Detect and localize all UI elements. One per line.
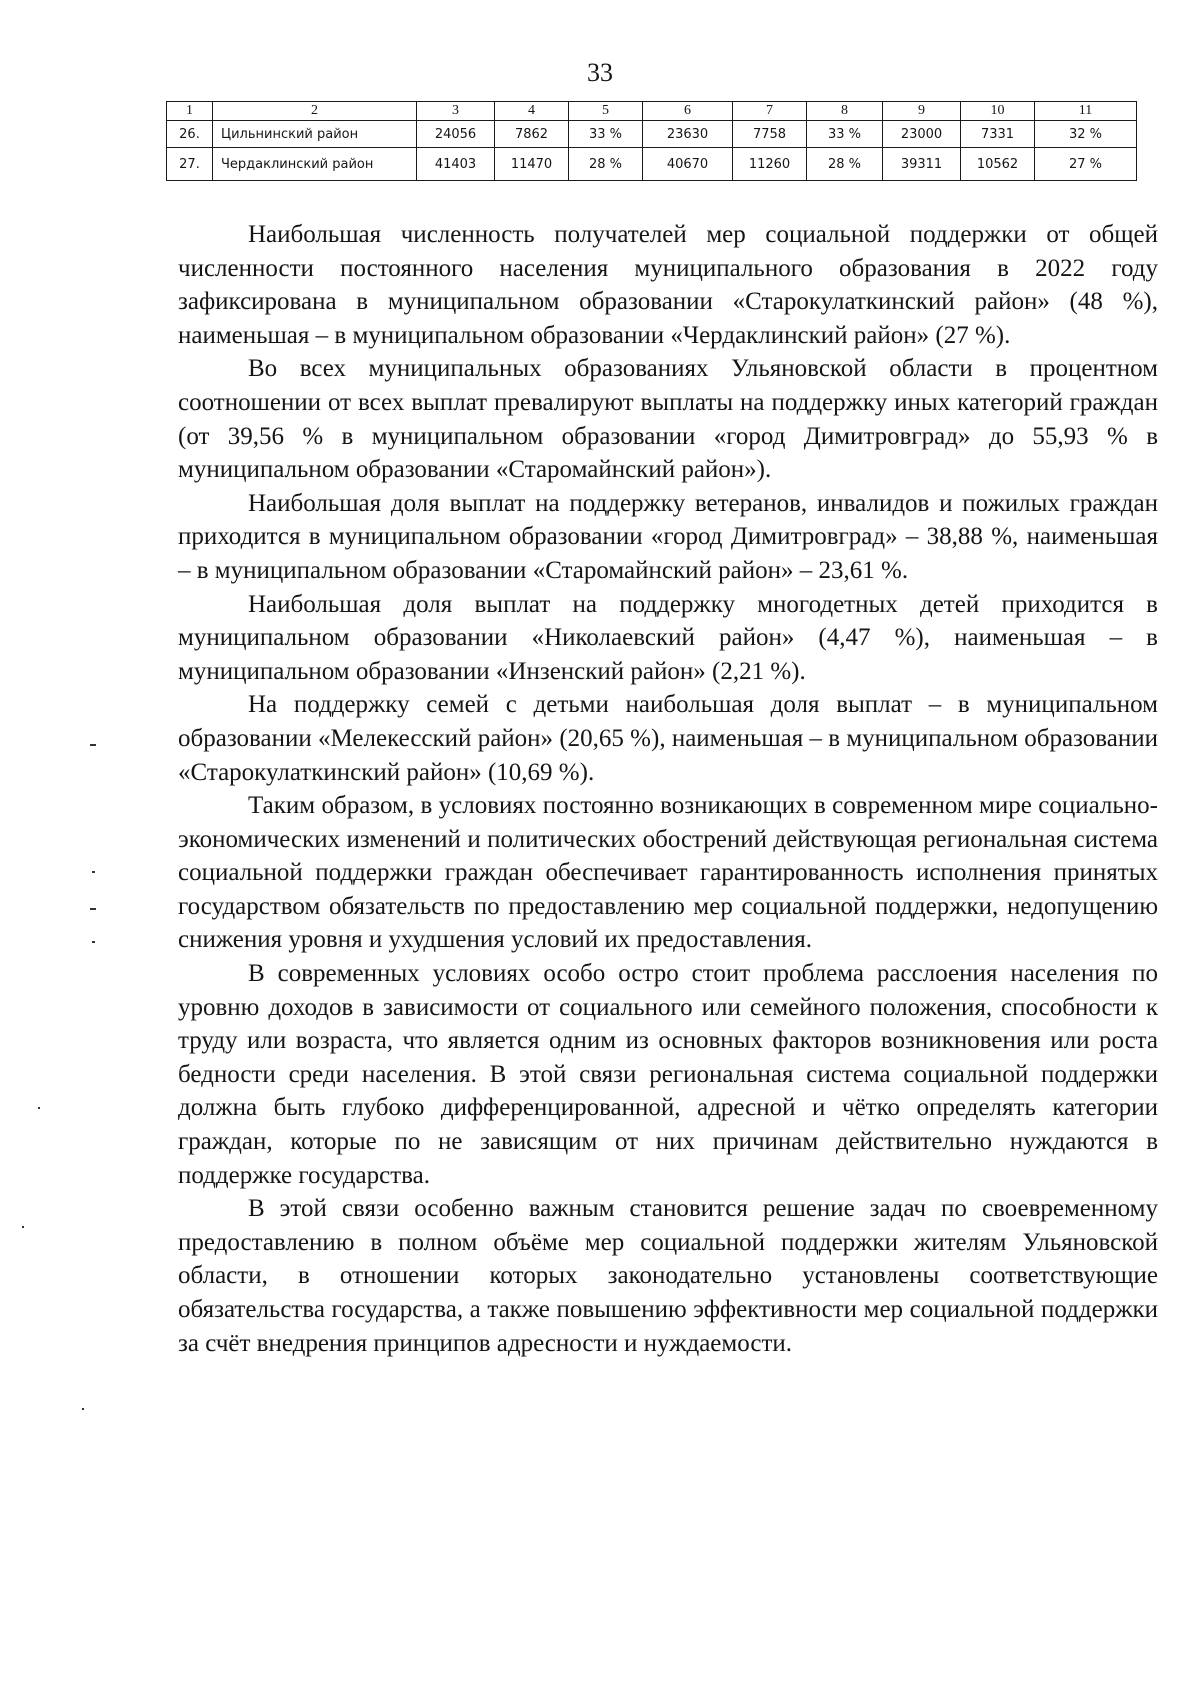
table-cell: 10562 <box>961 148 1035 181</box>
data-table <box>166 101 1137 181</box>
table-cell: 7862 <box>495 121 569 148</box>
table-cell: 7331 <box>961 121 1035 148</box>
table-cell-number: 26. <box>167 121 213 148</box>
margin-mark <box>22 1226 24 1228</box>
table-cell: 11470 <box>495 148 569 181</box>
page-number: 33 <box>587 58 613 87</box>
paragraph: Таким образом, в условиях постоянно возникающих в современном мире социально-экономических изменений и политических обострений действующая региональная система социальной поддержки граждан обеспечивает гарантированность исполнения принятых государством обязательств по предоставлению мер социальной поддержки, недопущению снижения уровня и ухудшения условий их предоставления. <box>178 792 1158 954</box>
table-header-cell: 8 <box>807 102 883 121</box>
table-header-cell: 10 <box>961 102 1035 121</box>
margin-mark <box>92 941 95 943</box>
table-cell: 27 % <box>1035 148 1137 181</box>
paragraph: На поддержку семей с детьми наибольшая доля выплат – в муниципальном образовании «Мелекесский район» (20,65 %), наименьшая – в муниципальном образовании «Старокулаткинский район» (10,69 %). <box>178 691 1158 786</box>
table-cell: 32 % <box>1035 121 1137 148</box>
table-cell: 33 % <box>807 121 883 148</box>
table-cell: 23630 <box>643 121 733 148</box>
table-cell: 33 % <box>569 121 643 148</box>
table-cell: 23000 <box>883 121 961 148</box>
margin-mark <box>38 1107 40 1109</box>
table-header-cell: 4 <box>495 102 569 121</box>
table-cell: 11260 <box>733 148 807 181</box>
table-header-cell: 2 <box>213 102 417 121</box>
table-row <box>167 148 1137 181</box>
table-cell-district: Цильнинский район <box>213 121 417 148</box>
paragraph: Во всех муниципальных образованиях Ульяновской области в процентном соотношении от всех выплат превалируют выплаты на поддержку иных категорий граждан (от 39,56 % в муниципальном образовании «город Димитровград» до 55,93 % в муниципальном образовании «Старомайнский район»). <box>178 355 1158 484</box>
margin-mark <box>82 1408 84 1410</box>
table-cell-number: 27. <box>167 148 213 181</box>
body-text <box>178 218 1158 1360</box>
paragraph: В современных условиях особо остро стоит проблема расслоения населения по уровню доходов в зависимости от социального или семейного положения, способности к труду или возраста, что является одним из основных факторов возникновения или роста бедности среди населения. В этой связи региональная система социальной поддержки должна быть глубоко дифференцированной, адресной и чётко определять категории граждан, которые по не зависящим от них причинам действительно нуждаются в поддержке государства. <box>178 960 1158 1189</box>
table-header-cell: 6 <box>643 102 733 121</box>
table-header-cell: 3 <box>417 102 495 121</box>
paragraph: Наибольшая доля выплат на поддержку многодетных детей приходится в муниципальном образовании «Николаевский район» (4,47 %), наименьшая – в муниципальном образовании «Инзенский район» (2,21 %). <box>178 590 1158 685</box>
table-header-cell: 7 <box>733 102 807 121</box>
margin-mark <box>90 744 96 746</box>
table-cell: 28 % <box>569 148 643 181</box>
table-cell: 28 % <box>807 148 883 181</box>
table-cell: 40670 <box>643 148 733 181</box>
paragraph: Наибольшая численность получателей мер социальной поддержки от общей численности постоянного населения муниципального образования в 2022 году зафиксирована в муниципальном образовании «Старокулаткинский район» (48 %), наименьшая – в муниципальном образовании «Чердаклинский район» (27 %). <box>178 221 1158 349</box>
table-cell: 24056 <box>417 121 495 148</box>
margin-mark <box>92 871 95 873</box>
table-header-cell: 11 <box>1035 102 1137 121</box>
table-row <box>167 121 1137 148</box>
table-cell: 7758 <box>733 121 807 148</box>
table-cell-district: Чердаклинский район <box>213 148 417 181</box>
paragraph: Наибольшая доля выплат на поддержку ветеранов, инвалидов и пожилых граждан приходится в муниципальном образовании «город Димитровград» – 38,88 %, наименьшая – в муниципальном образовании «Старомайнский район» – 23,61 %. <box>178 489 1158 584</box>
table-header-cell: 5 <box>569 102 643 121</box>
table-header-cell: 1 <box>167 102 213 121</box>
table-cell: 39311 <box>883 148 961 181</box>
margin-mark <box>90 908 96 910</box>
table-cell: 41403 <box>417 148 495 181</box>
paragraph: В этой связи особенно важным становится решение задач по своевременному предоставлению в полном объёме мер социальной поддержки жителям Ульяновской области, в отношении которых законодательно установлены соответствующие обязательства государства, а также повышению эффективности мер социальной поддержки за счёт внедрения принципов адресности и нуждаемости. <box>178 1195 1158 1357</box>
table-header-row <box>167 102 1137 121</box>
table-header-cell: 9 <box>883 102 961 121</box>
